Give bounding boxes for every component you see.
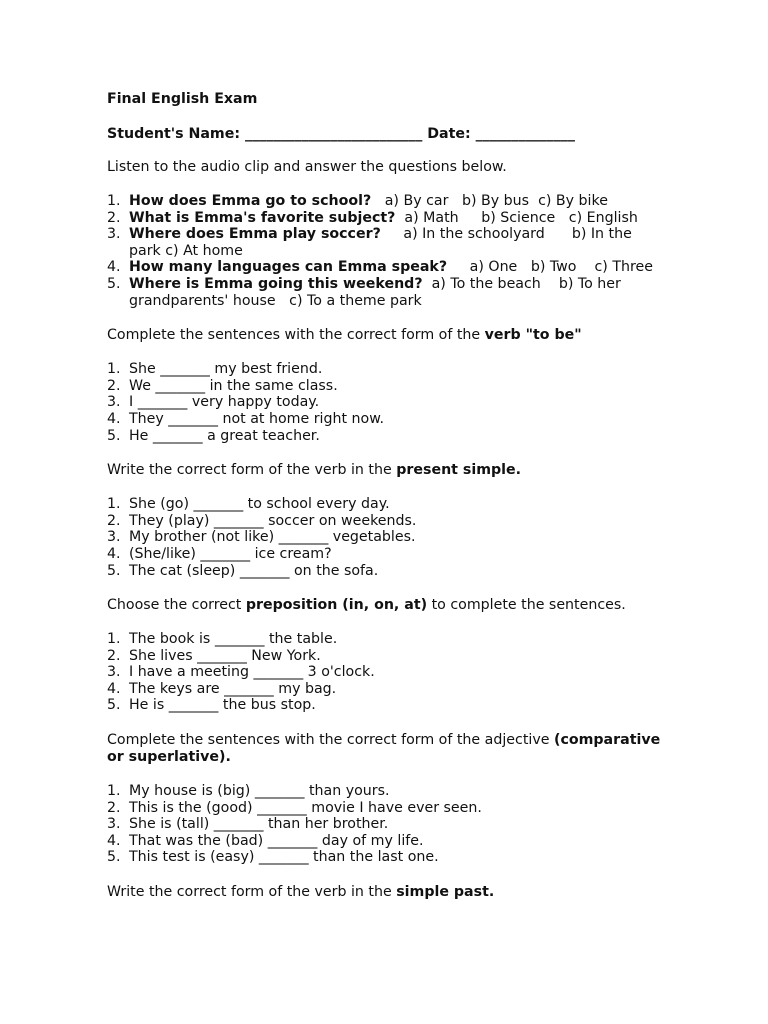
to-be-list	[107, 361, 667, 444]
question-text: Where does Emma play soccer?	[129, 226, 381, 243]
prepositions-list	[107, 631, 667, 714]
list-item: 5. The cat (sleep) _______ on the sofa.	[107, 562, 379, 579]
list-item: 1. The book is _______ the table.	[107, 631, 338, 648]
list-item: 4. How many languages can Emma speak? a) One b) Two c) Three	[107, 259, 653, 276]
list-item: 4. (She/like) _______ ice cream?	[107, 545, 332, 562]
exam-title: Final English Exam	[107, 91, 258, 107]
list-item: 3. She is (tall) _______ than her brother.	[107, 816, 389, 833]
question-options: a) In the schoolyard b) In the park c) At home	[129, 226, 637, 259]
question-text: Where is Emma going this weekend?	[129, 275, 423, 292]
adjectives-list	[107, 783, 667, 866]
present-simple-list	[107, 496, 667, 579]
list-item: 1. She _______ my best friend.	[107, 361, 323, 378]
to-be-instruction: Complete the sentences with the correct form of the verb "to be"	[107, 327, 582, 344]
exam-page	[107, 88, 667, 901]
list-item: 5. He is _______ the bus stop.	[107, 697, 316, 714]
list-item: 2. This is the (good) _______ movie I have ever seen.	[107, 799, 482, 816]
list-item: 4. The keys are _______ my bag.	[107, 680, 337, 697]
student-name-label: Student's Name:	[107, 126, 241, 142]
list-item: 2. We _______ in the same class.	[107, 377, 338, 394]
list-item: 2. They (play) _______ soccer on weekends.	[107, 512, 417, 529]
list-item: 2. What is Emma's favorite subject? a) Math b) Science c) English	[107, 209, 638, 226]
question-options: a) One b) Two c) Three	[447, 259, 653, 276]
student-info-line	[107, 123, 667, 145]
list-item: 5. This test is (easy) _______ than the last one.	[107, 849, 439, 866]
date-label: Date:	[427, 126, 471, 142]
list-item: 1. How does Emma go to school? a) By car b) By bus c) By bike	[107, 193, 608, 209]
question-options: a) To the beach b) To her grandparents' house c) To a theme park	[129, 275, 626, 309]
listening-question-list	[107, 193, 667, 309]
list-item: 1. My house is (big) _______ than yours.	[107, 783, 390, 800]
list-item: 3. I have a meeting _______ 3 o'clock.	[107, 664, 375, 681]
list-item: 5. Where is Emma going this weekend? a) To the beach b) To her grandparents' house c) To a theme park	[107, 275, 626, 309]
list-item: 3. I _______ very happy today.	[107, 394, 320, 411]
listening-instruction: Listen to the audio clip and answer the questions below.	[107, 159, 507, 175]
list-item: 3. My brother (not like) _______ vegetables.	[107, 529, 416, 546]
question-options: a) Math b) Science c) English	[395, 209, 638, 226]
student-name-blank: _________________________	[244, 126, 423, 142]
list-item: 1. She (go) _______ to school every day.	[107, 496, 390, 513]
present-simple-instruction: Write the correct form of the verb in the present simple.	[107, 462, 522, 479]
date-blank: ______________	[475, 126, 575, 142]
list-item: 3. Where does Emma play soccer? a) In the schoolyard b) In the park c) At home	[107, 226, 637, 259]
list-item: 4. That was the (bad) _______ day of my life.	[107, 832, 424, 849]
question-text: What is Emma's favorite subject?	[129, 209, 396, 226]
prepositions-instruction: Choose the correct preposition (in, on, at) to complete the sentences.	[107, 597, 626, 614]
list-item: 5. He _______ a great teacher.	[107, 427, 320, 444]
simple-past-instruction: Write the correct form of the verb in the simple past.	[107, 884, 495, 901]
question-text: How many languages can Emma speak?	[129, 259, 448, 276]
list-item: 4. They _______ not at home right now.	[107, 410, 385, 427]
list-item: 2. She lives _______ New York.	[107, 647, 321, 664]
adjectives-instruction: Complete the sentences with the correct form of the adjective (comparative or superlative).	[107, 732, 661, 766]
question-text: How does Emma go to school?	[129, 193, 372, 209]
question-options: a) By car b) By bus c) By bike	[371, 193, 608, 209]
